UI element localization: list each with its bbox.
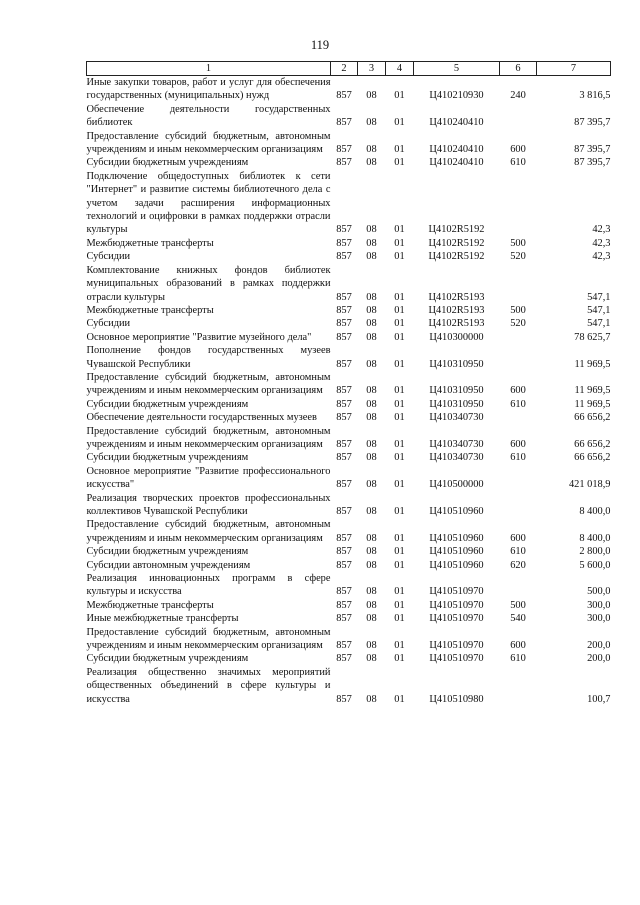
amount: 11 969,5 xyxy=(574,398,611,410)
subsection-code: 01 xyxy=(394,331,405,343)
target-article-code: Ц410300000 xyxy=(429,331,484,343)
table-row xyxy=(87,264,611,304)
subsection-code: 01 xyxy=(394,318,405,330)
expense-type-code: 600 xyxy=(510,385,526,397)
section-code: 08 xyxy=(366,90,377,102)
subsection-code: 01 xyxy=(394,452,405,464)
expense-type-code: 610 xyxy=(510,157,526,169)
target-article-code: Ц4102R5193 xyxy=(428,304,485,316)
expense-type-code: 600 xyxy=(510,532,526,544)
ministry-code: 857 xyxy=(336,559,352,571)
header-row xyxy=(87,62,611,76)
section-code: 08 xyxy=(366,157,377,169)
expense-type-code: 610 xyxy=(510,452,526,464)
subsection-code: 01 xyxy=(394,586,405,598)
section-code: 08 xyxy=(366,385,377,397)
section-code: 08 xyxy=(366,438,377,450)
amount: 2 800,0 xyxy=(579,546,611,558)
ministry-code: 857 xyxy=(336,304,352,316)
subsection-code: 01 xyxy=(394,479,405,491)
expense-type-code: 610 xyxy=(510,546,526,558)
subsection-code: 01 xyxy=(394,506,405,517)
row-name: Обеспечение деятельности государственных музеев xyxy=(86,412,317,424)
target-article-code: Ц410510960 xyxy=(429,546,484,558)
amount: 42,3 xyxy=(592,237,611,249)
row-name: Основное мероприятие "Развитие музейного дела" xyxy=(86,331,312,343)
ministry-code: 857 xyxy=(336,586,352,598)
section-code: 08 xyxy=(366,144,377,156)
expense-type-code xyxy=(500,465,537,492)
row-name: Предоставление субсидий бюджетным, автономным учреждениям и иным некоммерческим организациям xyxy=(86,519,331,544)
table-row xyxy=(87,371,611,398)
amount: 66 656,2 xyxy=(574,438,611,450)
ministry-code: 857 xyxy=(336,331,352,343)
table-row xyxy=(87,518,611,545)
row-name: Комплектование книжных фондов библиотек муниципальных образований в рамках поддержки отрасли культуры xyxy=(86,264,331,303)
section-code: 08 xyxy=(366,452,377,464)
target-article-code: Ц410510970 xyxy=(429,613,484,625)
ministry-code: 857 xyxy=(336,546,352,558)
subsection-code: 01 xyxy=(394,653,405,665)
ministry-code: 857 xyxy=(336,613,352,625)
subsection-code: 01 xyxy=(394,90,405,102)
ministry-code: 857 xyxy=(336,318,352,330)
target-article-code: Ц410510960 xyxy=(429,532,484,544)
ministry-code: 857 xyxy=(336,251,352,263)
expense-type-code: 500 xyxy=(510,599,526,611)
row-name: Реализация общественно значимых мероприятий общественных объединений в сфере культуры и искусства xyxy=(86,666,331,705)
ministry-code: 857 xyxy=(336,693,352,705)
target-article-code: Ц410310950 xyxy=(429,385,484,397)
row-name: Обеспечение деятельности государственных библиотек xyxy=(86,103,331,129)
target-article-code: Ц410510960 xyxy=(429,506,484,517)
section-code: 08 xyxy=(366,251,377,263)
ministry-code: 857 xyxy=(336,412,352,424)
ministry-code: 857 xyxy=(336,157,352,169)
target-article-code: Ц410500000 xyxy=(429,479,484,491)
expense-type-code xyxy=(500,170,537,237)
row-name: Субсидии бюджетным учреждениям xyxy=(86,452,249,464)
subsection-code: 01 xyxy=(394,438,405,450)
table-row xyxy=(87,344,611,371)
row-name: Предоставление субсидий бюджетным, автономным учреждениям и иным некоммерческим организациям xyxy=(86,425,331,450)
table-row xyxy=(87,103,611,130)
target-article-code: Ц4102R5193 xyxy=(428,318,485,330)
row-name: Субсидии бюджетным учреждениям xyxy=(86,398,249,410)
section-code: 08 xyxy=(366,506,377,517)
expense-type-code: 610 xyxy=(510,398,526,410)
amount: 66 656,2 xyxy=(574,412,611,424)
expense-type-code: 600 xyxy=(510,144,526,156)
header-cell-ministry: 2 xyxy=(331,62,358,76)
table-row xyxy=(87,250,611,263)
section-code: 08 xyxy=(366,532,377,544)
row-name: Подключение общедоступных библиотек к сети "Интернет" и развитие системы библиотечного дела с учетом задачи расширения информационных технологий и оцифровки в рамках поддержки отрасли культуры xyxy=(86,170,331,236)
subsection-code: 01 xyxy=(394,532,405,544)
table-row xyxy=(87,425,611,452)
header-cell-name: 1 xyxy=(87,62,331,76)
target-article-code: Ц410210930 xyxy=(429,90,484,102)
subsection-code: 01 xyxy=(394,358,405,370)
row-name: Межбюджетные трансферты xyxy=(86,237,214,249)
ministry-code: 857 xyxy=(336,224,352,236)
expense-type-code: 540 xyxy=(510,613,526,625)
table-row xyxy=(87,599,611,612)
row-name: Межбюджетные трансферты xyxy=(86,599,214,611)
row-name: Иные межбюджетные трансферты xyxy=(86,613,239,625)
row-name: Предоставление субсидий бюджетным, автономным учреждениям и иным некоммерческим организациям xyxy=(86,626,331,652)
table-row xyxy=(87,559,611,572)
ministry-code: 857 xyxy=(336,640,352,652)
row-name: Субсидии xyxy=(86,318,131,330)
section-code: 08 xyxy=(366,318,377,330)
section-code: 08 xyxy=(366,653,377,665)
table-row xyxy=(87,451,611,464)
subsection-code: 01 xyxy=(394,224,405,236)
ministry-code: 857 xyxy=(336,452,352,464)
amount: 78 625,7 xyxy=(574,331,611,343)
amount: 547,1 xyxy=(587,304,611,316)
section-code: 08 xyxy=(366,224,377,236)
subsection-code: 01 xyxy=(394,385,405,397)
header-cell-target-code: 5 xyxy=(414,62,500,76)
row-name: Пополнение фондов государственных музеев Чувашской Республики xyxy=(86,345,331,370)
target-article-code: Ц4102R5192 xyxy=(428,237,485,249)
table-row xyxy=(87,572,611,599)
table-row xyxy=(87,331,611,344)
ministry-code: 857 xyxy=(336,144,352,156)
subsection-code: 01 xyxy=(394,559,405,571)
expense-type-code xyxy=(500,572,537,599)
ministry-code: 857 xyxy=(336,506,352,517)
section-code: 08 xyxy=(366,586,377,598)
amount: 200,0 xyxy=(587,640,611,652)
expense-type-code: 500 xyxy=(510,304,526,316)
subsection-code: 01 xyxy=(394,546,405,558)
target-article-code: Ц4102R5193 xyxy=(428,291,485,303)
table-row xyxy=(87,465,611,492)
amount: 66 656,2 xyxy=(574,452,611,464)
amount: 42,3 xyxy=(592,251,611,263)
table-row xyxy=(87,130,611,157)
target-article-code: Ц410310950 xyxy=(429,398,484,410)
header-cell-amount: 7 xyxy=(537,62,611,76)
expense-type-code xyxy=(500,411,537,424)
target-article-code: Ц4102R5192 xyxy=(428,224,485,236)
ministry-code: 857 xyxy=(336,291,352,303)
section-code: 08 xyxy=(366,237,377,249)
expense-type-code xyxy=(500,331,537,344)
amount: 547,1 xyxy=(587,291,611,303)
subsection-code: 01 xyxy=(394,117,405,129)
table-row xyxy=(87,398,611,411)
target-article-code: Ц410510970 xyxy=(429,653,484,665)
ministry-code: 857 xyxy=(336,385,352,397)
section-code: 08 xyxy=(366,117,377,129)
section-code: 08 xyxy=(366,412,377,424)
ministry-code: 857 xyxy=(336,599,352,611)
amount: 3 816,5 xyxy=(579,90,611,102)
target-article-code: Ц410340730 xyxy=(429,412,484,424)
amount: 87 395,7 xyxy=(574,117,611,129)
expense-type-code xyxy=(500,264,537,304)
expense-type-code: 600 xyxy=(510,640,526,652)
ministry-code: 857 xyxy=(336,479,352,491)
expense-type-code: 520 xyxy=(510,318,526,330)
subsection-code: 01 xyxy=(394,237,405,249)
section-code: 08 xyxy=(366,599,377,611)
amount: 300,0 xyxy=(587,613,611,625)
table-row xyxy=(87,626,611,653)
table-row xyxy=(87,545,611,558)
subsection-code: 01 xyxy=(394,599,405,611)
ministry-code: 857 xyxy=(336,653,352,665)
table-row xyxy=(87,612,611,625)
expense-type-code: 520 xyxy=(510,251,526,263)
subsection-code: 01 xyxy=(394,613,405,625)
subsection-code: 01 xyxy=(394,144,405,156)
amount: 42,3 xyxy=(592,224,611,236)
table-row xyxy=(87,317,611,330)
subsection-code: 01 xyxy=(394,291,405,303)
ministry-code: 857 xyxy=(336,237,352,249)
amount: 11 969,5 xyxy=(574,358,611,370)
subsection-code: 01 xyxy=(394,157,405,169)
row-name: Основное мероприятие "Развитие профессионального искусства" xyxy=(86,465,331,491)
ministry-code: 857 xyxy=(336,358,352,370)
amount: 8 400,0 xyxy=(579,506,611,517)
section-code: 08 xyxy=(366,291,377,303)
table-body xyxy=(87,76,611,707)
section-code: 08 xyxy=(366,559,377,571)
expense-type-code: 610 xyxy=(510,653,526,665)
row-name: Предоставление субсидий бюджетным, автономным учреждениям и иным некоммерческим организациям xyxy=(86,371,331,397)
target-article-code: Ц410240410 xyxy=(429,157,484,169)
table-row xyxy=(87,304,611,317)
row-name: Иные закупки товаров, работ и услуг для обеспечения государственных (муниципальных) нужд xyxy=(86,77,331,102)
row-name: Реализация творческих проектов профессиональных коллективов Чувашской Республики xyxy=(86,492,331,517)
expense-type-code xyxy=(500,344,537,371)
amount: 300,0 xyxy=(587,599,611,611)
row-name: Реализация инновационных программ в сфере культуры и искусства xyxy=(86,573,331,598)
amount: 100,7 xyxy=(587,693,611,705)
amount: 11 969,5 xyxy=(574,385,611,397)
expense-type-code: 600 xyxy=(510,438,526,450)
amount: 547,1 xyxy=(587,318,611,330)
amount: 500,0 xyxy=(587,586,611,598)
expense-type-code: 500 xyxy=(510,237,526,249)
section-code: 08 xyxy=(366,331,377,343)
section-code: 08 xyxy=(366,613,377,625)
header-cell-subsection: 4 xyxy=(386,62,414,76)
section-code: 08 xyxy=(366,640,377,652)
section-code: 08 xyxy=(366,693,377,705)
ministry-code: 857 xyxy=(336,398,352,410)
ministry-code: 857 xyxy=(336,117,352,129)
row-name: Субсидии бюджетным учреждениям xyxy=(86,546,249,558)
ministry-code: 857 xyxy=(336,90,352,102)
target-article-code: Ц410310950 xyxy=(429,358,484,370)
target-article-code: Ц410510980 xyxy=(429,693,484,705)
ministry-code: 857 xyxy=(336,438,352,450)
amount: 5 600,0 xyxy=(579,559,611,571)
row-name: Межбюджетные трансферты xyxy=(86,304,214,316)
budget-table xyxy=(86,61,611,706)
table-row xyxy=(87,666,611,706)
row-name: Субсидии автономным учреждениям xyxy=(86,559,251,571)
amount: 87 395,7 xyxy=(574,144,611,156)
ministry-code: 857 xyxy=(336,532,352,544)
table-row xyxy=(87,170,611,237)
target-article-code: Ц410240410 xyxy=(429,117,484,129)
target-article-code: Ц410510970 xyxy=(429,599,484,611)
table-row xyxy=(87,76,611,103)
row-name: Предоставление субсидий бюджетным, автономным учреждениям и иным некоммерческим организациям xyxy=(86,130,331,156)
expense-type-code: 620 xyxy=(510,559,526,571)
subsection-code: 01 xyxy=(394,693,405,705)
row-name: Субсидии бюджетным учреждениям xyxy=(86,653,249,665)
row-name: Субсидии бюджетным учреждениям xyxy=(86,157,249,169)
page-number: 119 xyxy=(310,38,330,52)
expense-type-code xyxy=(500,492,537,519)
subsection-code: 01 xyxy=(394,412,405,424)
table-row xyxy=(87,237,611,250)
amount: 200,0 xyxy=(587,653,611,665)
section-code: 08 xyxy=(366,304,377,316)
amount: 87 395,7 xyxy=(574,157,611,169)
target-article-code: Ц410510960 xyxy=(429,559,484,571)
section-code: 08 xyxy=(366,546,377,558)
target-article-code: Ц410240410 xyxy=(429,144,484,156)
amount: 8 400,0 xyxy=(579,532,611,544)
expense-type-code: 240 xyxy=(510,90,526,102)
target-article-code: Ц4102R5192 xyxy=(428,251,485,263)
table-row xyxy=(87,156,611,169)
header-cell-expense-type: 6 xyxy=(500,62,537,76)
expense-type-code xyxy=(500,666,537,706)
table-row xyxy=(87,411,611,424)
subsection-code: 01 xyxy=(394,640,405,652)
target-article-code: Ц410510970 xyxy=(429,640,484,652)
table-row xyxy=(87,652,611,665)
subsection-code: 01 xyxy=(394,398,405,410)
target-article-code: Ц410340730 xyxy=(429,452,484,464)
subsection-code: 01 xyxy=(394,304,405,316)
subsection-code: 01 xyxy=(394,251,405,263)
row-name: Субсидии xyxy=(86,251,131,263)
header-cell-section: 3 xyxy=(358,62,386,76)
section-code: 08 xyxy=(366,358,377,370)
expense-type-code xyxy=(500,103,537,130)
section-code: 08 xyxy=(366,479,377,491)
section-code: 08 xyxy=(366,398,377,410)
target-article-code: Ц410340730 xyxy=(429,438,484,450)
table-row xyxy=(87,492,611,519)
target-article-code: Ц410510970 xyxy=(429,586,484,598)
amount: 421 018,9 xyxy=(568,479,611,491)
